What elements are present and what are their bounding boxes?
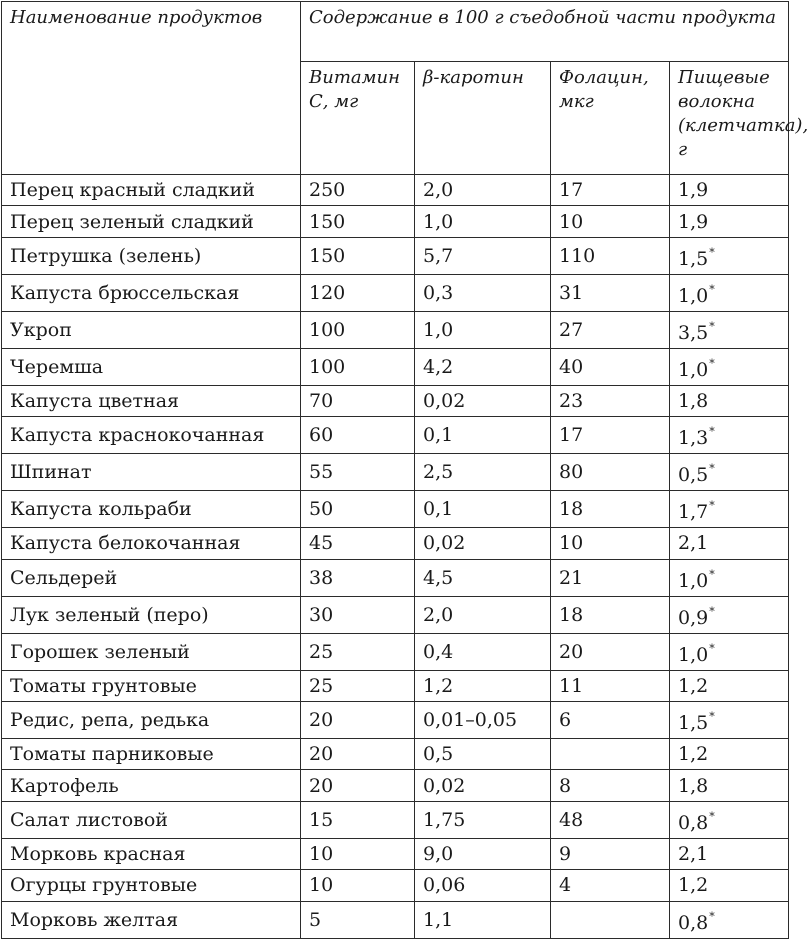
vitamin-c-cell	[301, 274, 415, 311]
footnote-mark: *	[709, 909, 715, 923]
fiber-cell-value: 1,0	[678, 643, 709, 666]
vitamin-c-cell	[301, 770, 415, 801]
footnote-mark: *	[709, 499, 715, 513]
folacin-cell	[551, 385, 670, 416]
beta-carotene-cell-value: 1,0	[423, 210, 454, 233]
beta-carotene-cell	[415, 206, 551, 237]
fiber-cell-value: 2,1	[678, 842, 709, 865]
product-name-cell	[2, 738, 301, 769]
table-row	[2, 801, 789, 838]
product-name-cell-value: Морковь желтая	[10, 908, 179, 931]
table-row	[2, 417, 789, 454]
beta-carotene-cell-value: 2,0	[423, 179, 454, 202]
fiber-cell	[670, 274, 789, 311]
beta-carotene-cell-value: 1,0	[423, 318, 454, 341]
table-row	[2, 596, 789, 633]
product-name-cell-value: Лук зеленый (перо)	[10, 603, 209, 626]
folacin-cell	[551, 701, 670, 738]
vitamin-c-cell	[301, 701, 415, 738]
product-name-cell	[2, 633, 301, 670]
fiber-cell-value: 0,8	[678, 811, 709, 834]
folacin-cell	[551, 559, 670, 596]
vitamin-c-cell-value: 120	[309, 281, 346, 304]
fiber-cell	[670, 738, 789, 769]
table-row	[2, 311, 789, 348]
product-name-cell-value: Петрушка (зелень)	[10, 244, 202, 267]
table-row	[2, 870, 789, 901]
header-product-name: Наименование продуктов	[2, 2, 301, 175]
product-name-cell-value: Капуста краснокочанная	[10, 424, 265, 447]
fiber-cell	[670, 175, 789, 206]
product-name-cell-value: Капуста кольраби	[10, 498, 192, 521]
beta-carotene-cell	[415, 559, 551, 596]
fiber-cell	[670, 559, 789, 596]
fiber-cell-value: 3,5	[678, 321, 709, 344]
fiber-cell	[670, 348, 789, 385]
folacin-cell-value: 110	[559, 244, 596, 267]
vitamin-c-cell-value: 38	[309, 566, 334, 589]
beta-carotene-cell-value: 0,5	[423, 743, 454, 766]
beta-carotene-cell-value: 2,5	[423, 461, 454, 484]
vitamin-c-cell-value: 150	[309, 210, 346, 233]
vitamin-c-cell	[301, 385, 415, 416]
table-body	[2, 175, 789, 939]
product-name-cell-value: Томаты парниковые	[10, 743, 214, 766]
folacin-cell-value: 10	[559, 532, 584, 555]
folacin-cell	[551, 237, 670, 274]
folacin-cell	[551, 901, 670, 938]
vitamin-c-cell	[301, 596, 415, 633]
beta-carotene-cell-value: 2,0	[423, 603, 454, 626]
folacin-cell	[551, 206, 670, 237]
beta-carotene-cell	[415, 633, 551, 670]
beta-carotene-cell	[415, 274, 551, 311]
fiber-cell	[670, 206, 789, 237]
footnote-mark: *	[709, 709, 715, 723]
product-name-cell	[2, 801, 301, 838]
footnote-mark: *	[709, 425, 715, 439]
folacin-cell-value: 48	[559, 808, 584, 831]
beta-carotene-cell-value: 0,02	[423, 389, 466, 412]
fiber-cell	[670, 633, 789, 670]
vitamin-c-cell-value: 25	[309, 640, 334, 663]
footnote-mark: *	[709, 641, 715, 655]
vitamin-c-cell	[301, 633, 415, 670]
footnote-mark: *	[709, 567, 715, 581]
product-name-cell-value: Укроп	[10, 318, 72, 341]
fiber-cell-value: 1,2	[678, 674, 709, 697]
table-row	[2, 206, 789, 237]
table-row	[2, 528, 789, 559]
table-row	[2, 385, 789, 416]
table-row	[2, 175, 789, 206]
fiber-cell-value: 0,8	[678, 911, 709, 934]
fiber-cell-value: 1,7	[678, 501, 709, 524]
folacin-cell	[551, 311, 670, 348]
fiber-cell-value: 1,5	[678, 247, 709, 270]
table-row	[2, 348, 789, 385]
product-name-cell-value: Перец зеленый сладкий	[10, 210, 254, 233]
header-beta-carotene: β-каротин	[415, 62, 551, 175]
vitamin-c-cell-value: 100	[309, 318, 346, 341]
folacin-cell	[551, 633, 670, 670]
folacin-cell	[551, 491, 670, 528]
beta-carotene-cell	[415, 417, 551, 454]
product-name-cell	[2, 596, 301, 633]
folacin-cell	[551, 770, 670, 801]
vitamin-c-cell	[301, 206, 415, 237]
fiber-cell	[670, 491, 789, 528]
product-name-cell	[2, 274, 301, 311]
beta-carotene-cell-value: 0,02	[423, 532, 466, 555]
folacin-cell-value: 27	[559, 318, 584, 341]
vitamin-c-cell-value: 20	[309, 743, 334, 766]
beta-carotene-cell	[415, 596, 551, 633]
fiber-cell	[670, 417, 789, 454]
product-name-cell	[2, 528, 301, 559]
vitamin-c-cell	[301, 870, 415, 901]
fiber-cell-value: 0,5	[678, 464, 709, 487]
folacin-cell-value: 18	[559, 498, 584, 521]
fiber-cell-value: 1,8	[678, 389, 709, 412]
beta-carotene-cell	[415, 348, 551, 385]
product-name-cell	[2, 206, 301, 237]
vitamin-c-cell-value: 15	[309, 808, 334, 831]
footnote-mark: *	[709, 462, 715, 476]
beta-carotene-cell	[415, 701, 551, 738]
folacin-cell-value: 4	[559, 874, 572, 897]
product-name-cell-value: Сельдерей	[10, 566, 118, 589]
folacin-cell-value: 9	[559, 842, 572, 865]
product-name-cell	[2, 311, 301, 348]
beta-carotene-cell-value: 4,2	[423, 355, 454, 378]
product-name-cell	[2, 559, 301, 596]
fiber-cell	[670, 838, 789, 869]
header-row-top	[2, 2, 789, 62]
folacin-cell	[551, 454, 670, 491]
beta-carotene-cell	[415, 237, 551, 274]
folacin-cell	[551, 348, 670, 385]
product-name-cell-value: Капуста белокочанная	[10, 532, 241, 555]
footnote-mark: *	[709, 245, 715, 259]
footnote-mark: *	[709, 282, 715, 296]
beta-carotene-cell-value: 0,01–0,05	[423, 708, 518, 731]
beta-carotene-cell-value: 0,1	[423, 424, 454, 447]
fiber-cell-value: 1,0	[678, 569, 709, 592]
folacin-cell-value: 31	[559, 281, 584, 304]
folacin-cell-value: 6	[559, 708, 572, 731]
product-name-cell-value: Капуста брюссельская	[10, 281, 240, 304]
beta-carotene-cell-value: 0,02	[423, 774, 466, 797]
product-name-cell	[2, 701, 301, 738]
folacin-cell-value: 40	[559, 355, 584, 378]
vitamin-c-cell	[301, 801, 415, 838]
fiber-cell-value: 1,2	[678, 874, 709, 897]
beta-carotene-cell-value: 0,4	[423, 640, 454, 663]
product-name-cell	[2, 838, 301, 869]
folacin-cell	[551, 870, 670, 901]
fiber-cell-value: 0,9	[678, 606, 709, 629]
table-row	[2, 633, 789, 670]
beta-carotene-cell-value: 1,75	[423, 808, 466, 831]
product-name-cell	[2, 901, 301, 938]
product-name-cell-value: Шпинат	[10, 461, 92, 484]
vitamin-c-cell-value: 10	[309, 874, 334, 897]
beta-carotene-cell	[415, 801, 551, 838]
vitamin-c-cell	[301, 491, 415, 528]
vitamin-c-cell	[301, 311, 415, 348]
folacin-cell	[551, 274, 670, 311]
header-fiber: Пищевые волокна (клетчатка), г	[670, 62, 789, 175]
beta-carotene-cell	[415, 670, 551, 701]
fiber-cell-value: 1,2	[678, 743, 709, 766]
vitamin-c-cell-value: 100	[309, 355, 346, 378]
product-name-cell-value: Редис, репа, редька	[10, 708, 210, 731]
beta-carotene-cell-value: 4,5	[423, 566, 454, 589]
beta-carotene-cell-value: 1,1	[423, 908, 454, 931]
product-name-cell-value: Огурцы грунтовые	[10, 874, 198, 897]
fiber-cell	[670, 596, 789, 633]
vitamin-c-cell-value: 10	[309, 842, 334, 865]
folacin-cell	[551, 175, 670, 206]
fiber-cell-value: 1,5	[678, 711, 709, 734]
folacin-cell-value: 8	[559, 774, 572, 797]
fiber-cell-value: 1,9	[678, 210, 709, 233]
vitamin-c-cell-value: 150	[309, 244, 346, 267]
beta-carotene-cell	[415, 838, 551, 869]
beta-carotene-cell-value: 5,7	[423, 244, 454, 267]
folacin-cell-value: 20	[559, 640, 584, 663]
footnote-mark: *	[709, 809, 715, 823]
folacin-cell	[551, 801, 670, 838]
vitamin-c-cell-value: 5	[309, 908, 322, 931]
nutrition-table	[1, 1, 808, 939]
product-name-cell-value: Перец красный сладкий	[10, 179, 255, 202]
footnote-mark: *	[709, 319, 715, 333]
table-row	[2, 559, 789, 596]
fiber-cell-value: 1,0	[678, 358, 709, 381]
vitamin-c-cell	[301, 454, 415, 491]
product-name-cell-value: Картофель	[10, 774, 119, 797]
beta-carotene-cell	[415, 454, 551, 491]
beta-carotene-cell	[415, 491, 551, 528]
fiber-cell	[670, 454, 789, 491]
vitamin-c-cell	[301, 175, 415, 206]
table-row	[2, 274, 789, 311]
fiber-cell	[670, 801, 789, 838]
vitamin-c-cell	[301, 901, 415, 938]
vitamin-c-cell	[301, 348, 415, 385]
beta-carotene-cell	[415, 901, 551, 938]
fiber-cell	[670, 670, 789, 701]
table-row	[2, 701, 789, 738]
folacin-cell	[551, 738, 670, 769]
folacin-cell-value: 10	[559, 210, 584, 233]
footnote-mark: *	[709, 356, 715, 370]
product-name-cell	[2, 770, 301, 801]
product-name-cell	[2, 385, 301, 416]
folacin-cell	[551, 528, 670, 559]
vitamin-c-cell	[301, 670, 415, 701]
fiber-cell-value: 2,1	[678, 532, 709, 555]
beta-carotene-cell	[415, 738, 551, 769]
vitamin-c-cell-value: 250	[309, 179, 346, 202]
beta-carotene-cell	[415, 311, 551, 348]
vitamin-c-cell-value: 30	[309, 603, 334, 626]
fiber-cell	[670, 385, 789, 416]
vitamin-c-cell-value: 55	[309, 461, 334, 484]
vitamin-c-cell-value: 50	[309, 498, 334, 521]
fiber-cell-value: 1,8	[678, 774, 709, 797]
product-name-cell-value: Капуста цветная	[10, 389, 180, 412]
folacin-cell-value: 23	[559, 389, 584, 412]
table-row	[2, 901, 789, 938]
beta-carotene-cell-value: 0,1	[423, 498, 454, 521]
product-name-cell	[2, 417, 301, 454]
product-name-cell	[2, 670, 301, 701]
vitamin-c-cell	[301, 559, 415, 596]
beta-carotene-cell-value: 1,2	[423, 674, 454, 697]
folacin-cell-value: 17	[559, 179, 584, 202]
folacin-cell-value: 21	[559, 566, 584, 589]
header-vitamin-c: Витамин С, мг	[301, 62, 415, 175]
header-folacin: Фолацин, мкг	[551, 62, 670, 175]
fiber-cell	[670, 311, 789, 348]
table-row	[2, 491, 789, 528]
beta-carotene-cell-value: 9,0	[423, 842, 454, 865]
folacin-cell-value: 17	[559, 424, 584, 447]
product-name-cell	[2, 454, 301, 491]
product-name-cell-value: Морковь красная	[10, 842, 186, 865]
product-name-cell-value: Горошек зеленый	[10, 640, 190, 663]
product-name-cell	[2, 491, 301, 528]
beta-carotene-cell	[415, 175, 551, 206]
vitamin-c-cell-value: 20	[309, 708, 334, 731]
fiber-cell	[670, 770, 789, 801]
folacin-cell	[551, 838, 670, 869]
vitamin-c-cell	[301, 838, 415, 869]
folacin-cell-value: 18	[559, 603, 584, 626]
folacin-cell-value: 11	[559, 674, 584, 697]
fiber-cell	[670, 870, 789, 901]
fiber-cell	[670, 901, 789, 938]
folacin-cell	[551, 596, 670, 633]
product-name-cell-value: Томаты грунтовые	[10, 674, 197, 697]
beta-carotene-cell	[415, 870, 551, 901]
table-row	[2, 738, 789, 769]
vitamin-c-cell-value: 45	[309, 532, 334, 555]
vitamin-c-cell	[301, 528, 415, 559]
table-row	[2, 838, 789, 869]
fiber-cell-value: 1,3	[678, 427, 709, 450]
folacin-cell	[551, 417, 670, 454]
beta-carotene-cell	[415, 770, 551, 801]
vitamin-c-cell-value: 70	[309, 389, 334, 412]
vitamin-c-cell	[301, 237, 415, 274]
fiber-cell	[670, 237, 789, 274]
beta-carotene-cell-value: 0,06	[423, 874, 466, 897]
table-row	[2, 770, 789, 801]
vitamin-c-cell-value: 20	[309, 774, 334, 797]
header-content-group: Содержание в 100 г съедобной части продукта	[301, 2, 789, 62]
fiber-cell	[670, 701, 789, 738]
folacin-cell-value: 80	[559, 461, 584, 484]
beta-carotene-cell	[415, 385, 551, 416]
table-row	[2, 454, 789, 491]
beta-carotene-cell-value: 0,3	[423, 281, 454, 304]
vitamin-c-cell	[301, 738, 415, 769]
product-name-cell-value: Салат листовой	[10, 808, 168, 831]
table-row	[2, 670, 789, 701]
fiber-cell	[670, 528, 789, 559]
fiber-cell-value: 1,0	[678, 284, 709, 307]
table-row	[2, 237, 789, 274]
vitamin-c-cell-value: 25	[309, 674, 334, 697]
folacin-cell	[551, 670, 670, 701]
product-name-cell	[2, 348, 301, 385]
vitamin-c-cell	[301, 417, 415, 454]
product-name-cell	[2, 237, 301, 274]
footnote-mark: *	[709, 604, 715, 618]
vitamin-c-cell-value: 60	[309, 424, 334, 447]
product-name-cell	[2, 870, 301, 901]
fiber-cell-value: 1,9	[678, 179, 709, 202]
table-header	[2, 2, 808, 175]
beta-carotene-cell	[415, 528, 551, 559]
product-name-cell	[2, 175, 301, 206]
product-name-cell-value: Черемша	[10, 355, 104, 378]
